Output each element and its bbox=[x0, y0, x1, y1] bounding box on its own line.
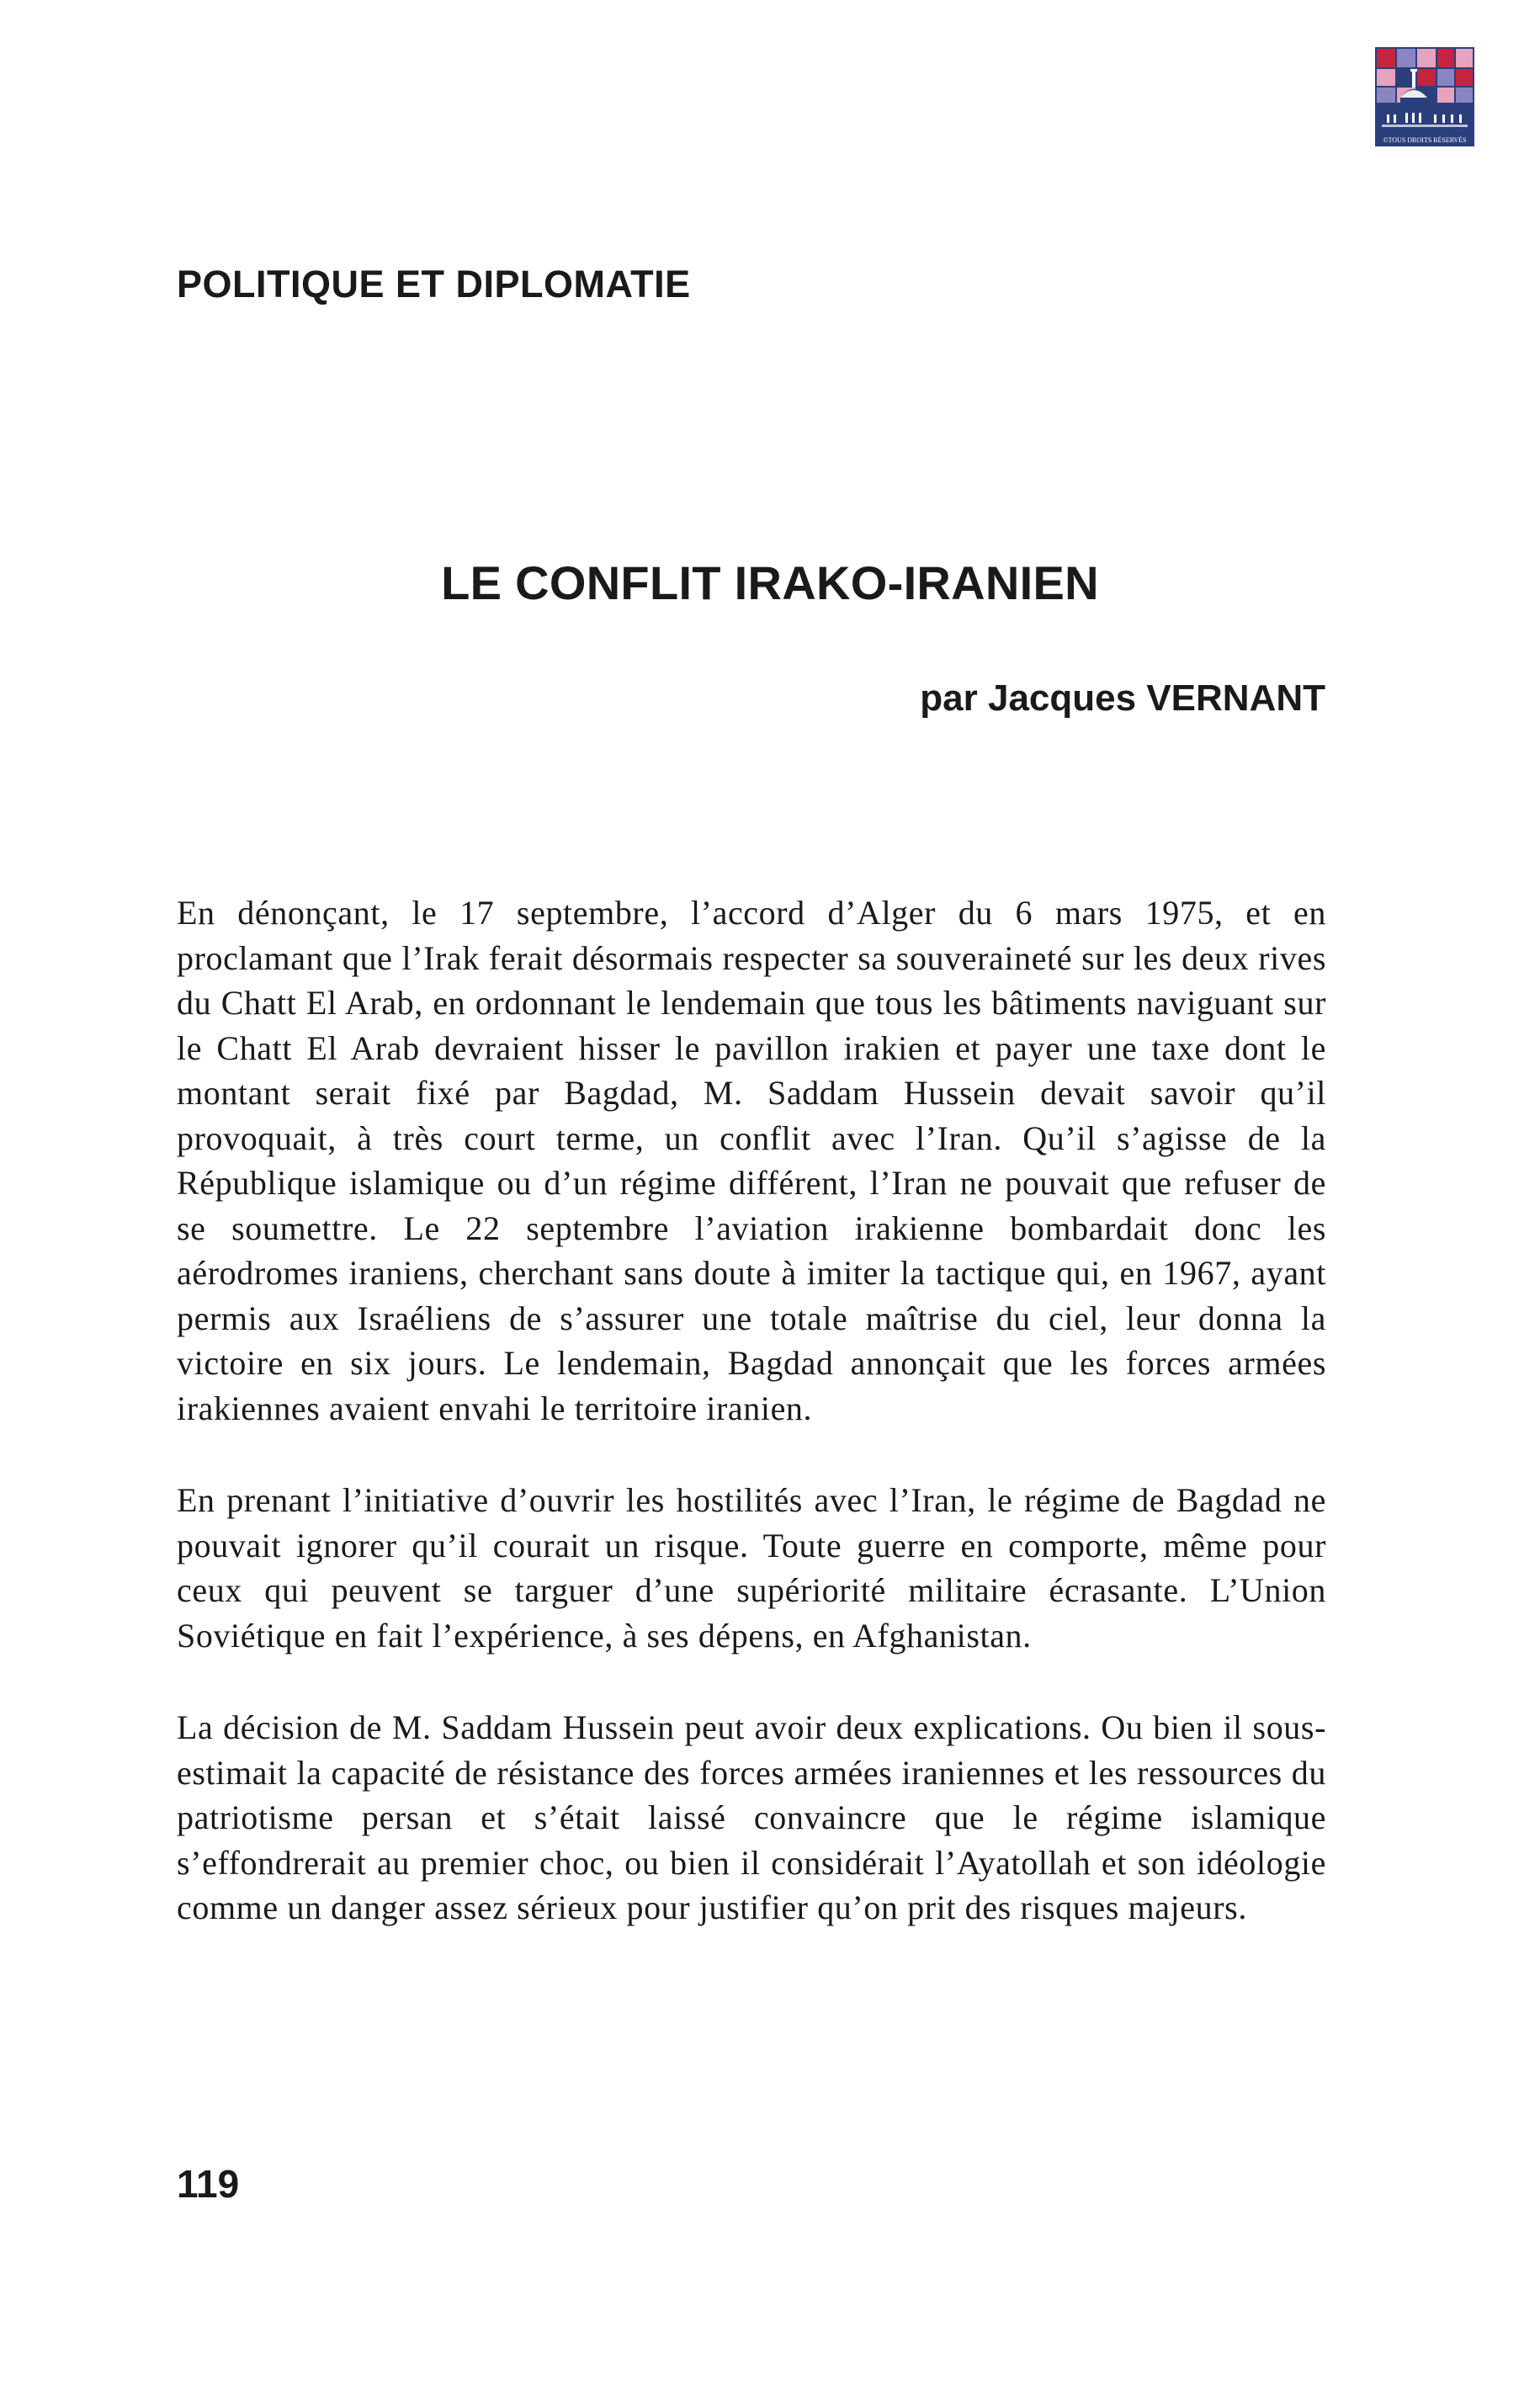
author-byline: par Jacques VERNANT bbox=[920, 677, 1325, 719]
paragraph: La décision de M. Saddam Hussein peut avoir deux explications. Ou bien il sous-estimait la capacité de résistance des forces armées iraniennes et les ressources du patriotisme persan et s’était laissé convaincre que le régime islamique s’effondrerait au premier choc, ou bien il considérait l’Ayatollah et son idéologie comme un danger assez sérieux pour justifier qu’on prit des risques majeurs. bbox=[177, 1708, 1326, 1926]
paragraph: En dénonçant, le 17 septembre, l’accord d’Alger du 6 mars 1975, et en proclamant que l’Irak ferait désormais respecter sa souveraineté sur les deux rives du Chatt El Arab, en ordonnant le lendemain que tous les bâtiments naviguant sur le Chatt El Arab devraient hisser le pavillon irakien et payer une taxe dont le montant serait fixé par Bagdad, M. Saddam Hussein devait savoir qu’il provoquait, à très court terme, un conflit avec l’Iran. Qu’il s’agisse de la République islamique ou d’un régime différent, l’Iran ne pouvait que refuser de se soumettre. Le 22 septembre l’aviation irakienne bombardait donc les aérodromes iraniens, cherchant sans doute à imiter la tactique qui, en 1967, ayant permis aux Israéliens de s’assurer une totale maîtrise du ciel, leur donna la victoire en six jours. Le lendemain, Bagdad annonçait que les forces armées irakiennes avaient envahi le territoire iranien. bbox=[177, 894, 1326, 1427]
paragraph: En prenant l’initiative d’ouvrir les hostilités avec l’Iran, le régime de Bagdad ne pouvait ignorer qu’il courait un risque. Toute guerre en comporte, même pour ceux qui peuvent se targuer d’une supériorité militaire écrasante. L’Union Soviétique en fait l’expérience, à ses dépens, en Afghanistan. bbox=[177, 1481, 1326, 1655]
article-title: LE CONFLIT IRAKO-IRANIEN bbox=[441, 556, 1099, 609]
page-number: 119 bbox=[177, 2162, 240, 2206]
article-body bbox=[177, 890, 1326, 1978]
publisher-logo bbox=[1375, 47, 1474, 146]
section-title: POLITIQUE ET DIPLOMATIE bbox=[177, 263, 691, 305]
svg-text:©TOUS DROITS RÉSERVÉS: ©TOUS DROITS RÉSERVÉS bbox=[1383, 136, 1467, 144]
